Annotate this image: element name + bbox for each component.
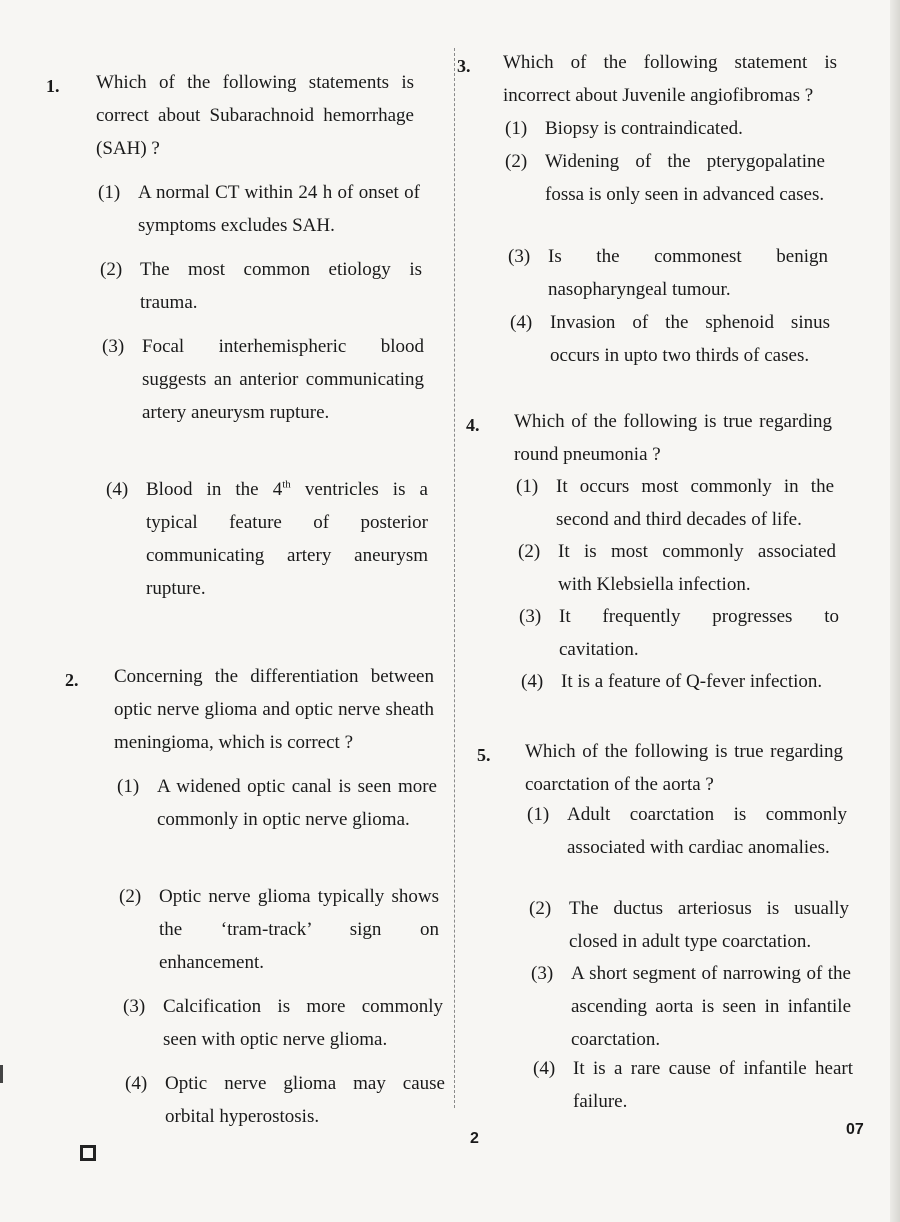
question-stem: Which of the following is true regarding coarctation of the aorta ? [525,741,843,795]
option-4[interactable]: (4) It is a rare cause of infantile heart failure. [533,1058,853,1112]
option-4[interactable]: (4) Blood in the 4th ventricles is a typical feature of posterior communicating artery aneurysm rupture. [106,478,428,599]
option-2[interactable]: (2) It is most commonly associated with Klebsiella infection. [518,541,836,595]
question-number: 4. [466,415,480,435]
option-1[interactable]: (1) A normal CT within 24 h of onset of symptoms excludes SAH. [98,182,420,236]
question-stem: Which of the following is true regarding round pneumonia ? [514,411,832,465]
question-stem: Which of the following statement is incorrect about Juvenile angiofibromas ? [503,52,837,106]
column-divider [454,48,455,1108]
option-2[interactable]: (2) The ductus arteriosus is usually closed in adult type coarctation. [529,898,849,952]
option-3[interactable]: (3) Focal interhemispheric blood suggests an anterior communicating artery aneurysm rupture. [102,336,424,423]
margin-mark [0,1065,3,1083]
option-2[interactable]: (2) Optic nerve glioma typically shows the ‘tram-track’ sign on enhancement. [119,886,439,973]
option-1[interactable]: (1) Biopsy is contraindicated. [505,118,743,139]
page-edge [890,0,900,1222]
option-3[interactable]: (3) Calcification is more commonly seen with optic nerve glioma. [123,996,443,1050]
question-stem: Concerning the differentiation between optic nerve glioma and optic nerve sheath meningioma, which is correct ? [114,666,434,753]
booklet-code: 07 [846,1121,864,1138]
option-3[interactable]: (3) It frequently progresses to cavitation. [519,606,839,660]
question-number: 1. [46,76,60,96]
option-3[interactable]: (3) A short segment of narrowing of the ascending aorta is seen in infantile coarctation. [531,963,851,1050]
option-2[interactable]: (2) The most common etiology is trauma. [100,259,422,313]
corner-box-mark [80,1145,96,1161]
option-1[interactable]: (1) Adult coarctation is commonly associated with cardiac anomalies. [527,804,847,858]
option-2[interactable]: (2) Widening of the pterygopalatine fossa is only seen in advanced cases. [505,151,825,205]
page-number: 2 [470,1130,479,1147]
option-1[interactable]: (1) It occurs most commonly in the second and third decades of life. [516,476,834,530]
option-1[interactable]: (1) A widened optic canal is seen more commonly in optic nerve glioma. [117,776,437,830]
question-number: 5. [477,745,491,765]
option-3[interactable]: (3) Is the commonest benign nasopharyngeal tumour. [508,246,828,300]
question-number: 3. [457,56,471,76]
option-4[interactable]: (4) Invasion of the sphenoid sinus occurs in upto two thirds of cases. [510,312,830,366]
option-4[interactable]: (4) Optic nerve glioma may cause orbital hyperostosis. [125,1073,445,1127]
question-stem: Which of the following statements is correct about Subarachnoid hemorrhage (SAH) ? [96,72,414,159]
option-4[interactable]: (4) It is a feature of Q-fever infection. [521,671,823,692]
question-number: 2. [65,670,79,690]
